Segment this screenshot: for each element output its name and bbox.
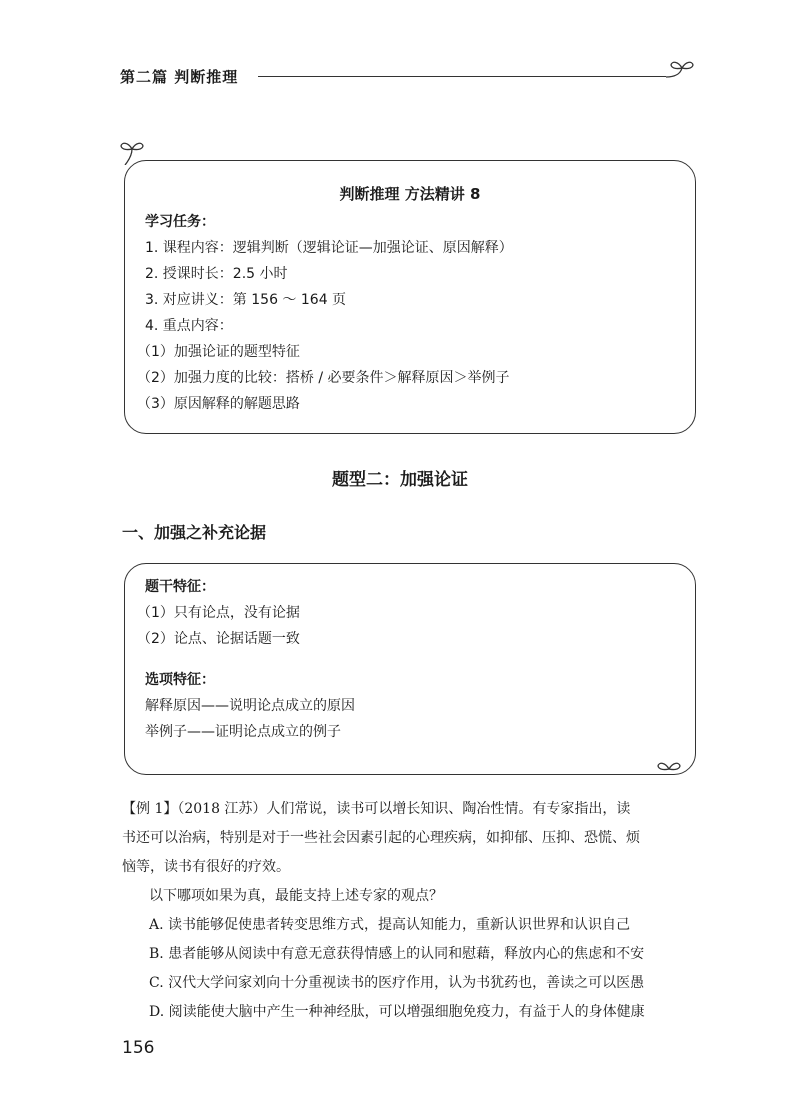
task-item: 3. 对应讲义：第 156 ～ 164 页 <box>145 292 347 308</box>
example-text-line: 【例 1】（2018 江苏）人们常说，读书可以增长知识、陶冶性情。有专家指出，读 <box>122 801 631 817</box>
sprout-icon <box>664 56 700 78</box>
features-box <box>124 563 696 775</box>
answer-option-b: B. 患者能够从阅读中有意无意获得情感上的认同和慰藉，释放内心的焦虑和不安 <box>149 946 645 962</box>
answer-option-d: D. 阅读能使大脑中产生一种神经肽，可以增强细胞免疫力，有益于人的身体健康 <box>149 1004 645 1020</box>
task-item: 4. 重点内容： <box>145 318 233 334</box>
section-title: 题型二：加强论证 <box>332 470 468 490</box>
box-title: 判断推理 方法精讲 8 <box>339 185 481 203</box>
subsection-title: 一、加强之补充论据 <box>122 523 267 542</box>
answer-option-a: A. 读书能够促使患者转变思维方式，提高认知能力，重新认识世界和认识自己 <box>149 917 631 933</box>
task-item: 2. 授课时长：2.5 小时 <box>145 266 288 282</box>
option-feature: 解释原因——说明论点成立的原因 <box>145 698 355 714</box>
stem-item: （1）只有论点，没有论据 <box>137 605 300 621</box>
task-item: （3）原因解释的解题思路 <box>137 396 300 412</box>
task-item: （1）加强论证的题型特征 <box>137 344 300 360</box>
option-feature: 举例子——证明论点成立的例子 <box>145 724 341 740</box>
answer-option-c: C. 汉代大学问家刘向十分重视读书的医疗作用，认为书犹药也，善读之可以医愚 <box>149 975 645 991</box>
option-label: 选项特征： <box>145 672 215 688</box>
task-item: （2）加强力度的比较：搭桥 / 必要条件＞解释原因＞举例子 <box>137 370 510 386</box>
example-text-line: 恼等，读书有很好的疗效。 <box>122 859 290 875</box>
study-task-box <box>124 160 696 434</box>
page-number: 156 <box>122 1038 155 1058</box>
sprout-icon <box>652 757 686 777</box>
example-text-line: 书还可以治病，特别是对于一些社会因素引起的心理疾病，如抑郁、压抑、恐慌、烦 <box>122 830 640 846</box>
header-rule <box>258 76 666 77</box>
stem-label: 题干特征： <box>145 579 215 595</box>
running-header: 第二篇 判断推理 <box>120 68 239 86</box>
stem-item: （2）论点、论据话题一致 <box>137 631 300 647</box>
task-item: 1. 课程内容：逻辑判断（逻辑论证—加强论证、原因解释） <box>145 240 513 256</box>
question-stem: 以下哪项如果为真，最能支持上述专家的观点？ <box>149 888 443 904</box>
tasks-label: 学习任务： <box>145 214 215 230</box>
